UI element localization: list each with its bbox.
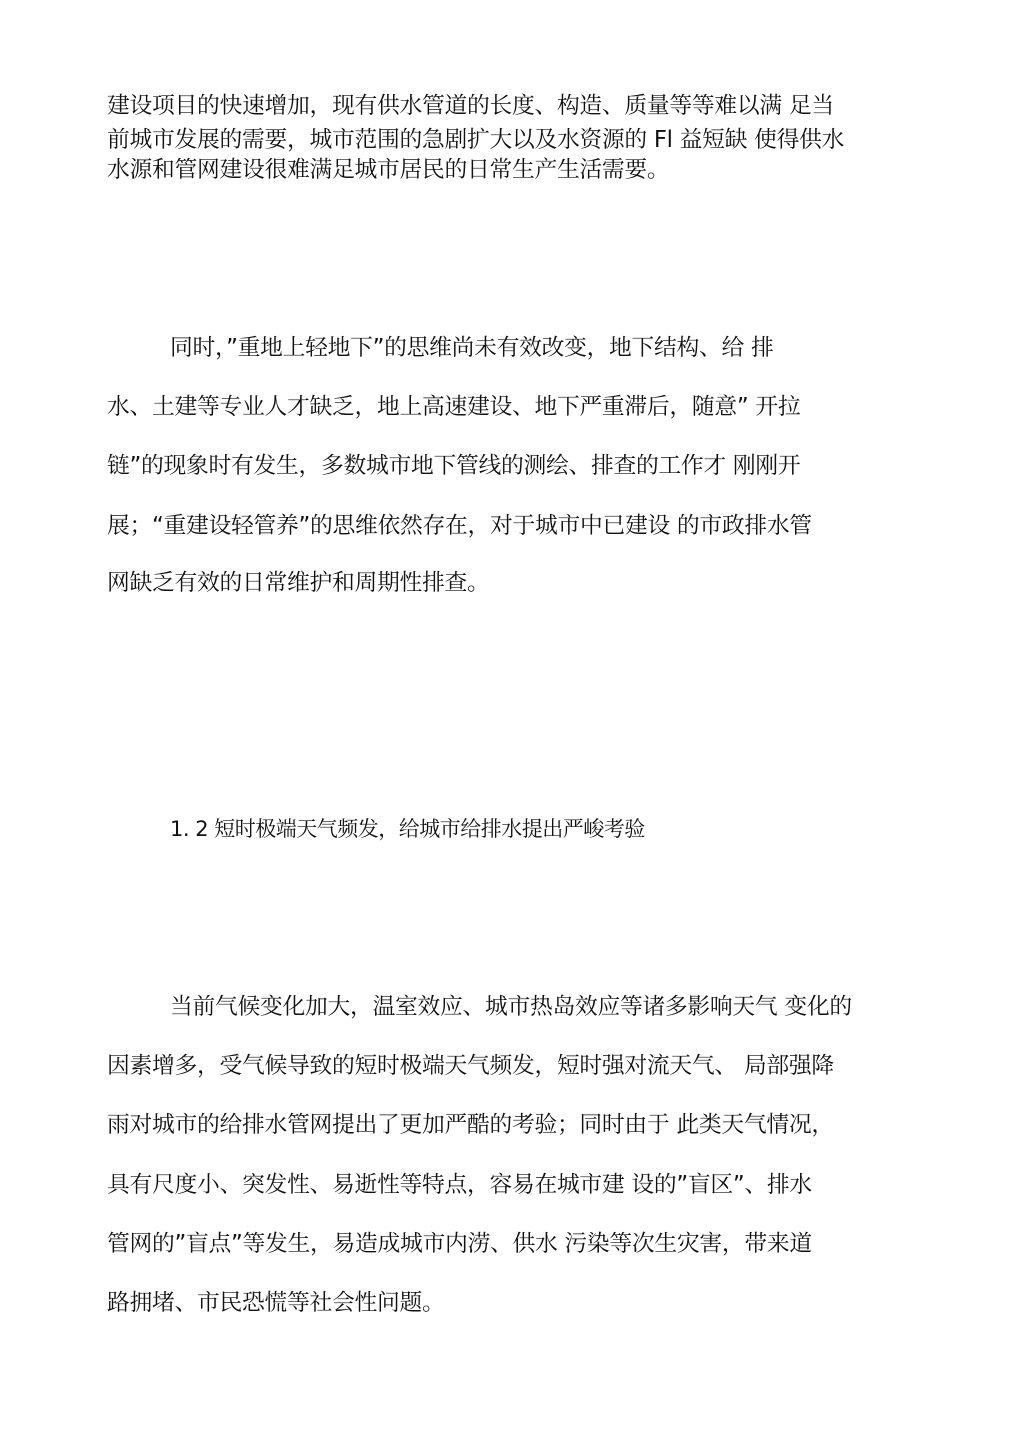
paragraph-3-line-2: 因素增多，受气候导致的短时极端天气频发，短时强对流天气、 局部强降 (107, 1053, 834, 1079)
paragraph-2-line-2: 水、土建等专业人才缺乏，地上高速建设、地下严重滞后，随意” 开拉 (107, 394, 801, 420)
paragraph-2-line-5: 网缺乏有效的日常维护和周期性排查。 (107, 570, 490, 596)
paragraph-3-line-5: 管网的”盲点”等发生，易造成城市内涝、供水 污染等次生灾害，带来道 (107, 1231, 812, 1257)
paragraph-2-line-4: 展；“重建设轻管养”的思维依然存在，对于城市中已建设 的市政排水管 (107, 513, 812, 539)
paragraph-3-line-3: 雨对城市的给排水管网提出了更加严酷的考验；同时由于 此类天气情况， (107, 1112, 834, 1138)
paragraph-1-line-2: 前城市发展的需要，城市范围的急剧扩大以及水资源的 Fl 益短缺 使得供水 (107, 127, 845, 153)
paragraph-2-line-1: 同时，”重地上轻地下”的思维尚未有效改变，地下结构、给 排 (170, 335, 774, 361)
paragraph-1-line-3: 水源和管网建设很难满足城市居民的日常生产生活需要。 (107, 157, 670, 183)
paragraph-3-line-6: 路拥堵、市民恐慌等社会性问题。 (107, 1290, 445, 1316)
paragraph-3-line-4: 具有尺度小、突发性、易逝性等特点，容易在城市建 设的”盲区”、排水 (107, 1172, 812, 1198)
paragraph-2-line-3: 链”的现象时有发生，多数城市地下管线的测绘、排查的工作才 刚刚开 (107, 453, 801, 479)
paragraph-1-line-1: 建设项目的快速增加，现有供水管道的长度、构造、质量等等难以满 足当 (107, 93, 834, 119)
paragraph-3-line-1: 当前气候变化加大，温室效应、城市热岛效应等诸多影响天气 变化的 (170, 994, 852, 1020)
section-heading: 1. 2 短时极端天气频发，给城市给排水提出严峻考验 (170, 817, 645, 841)
